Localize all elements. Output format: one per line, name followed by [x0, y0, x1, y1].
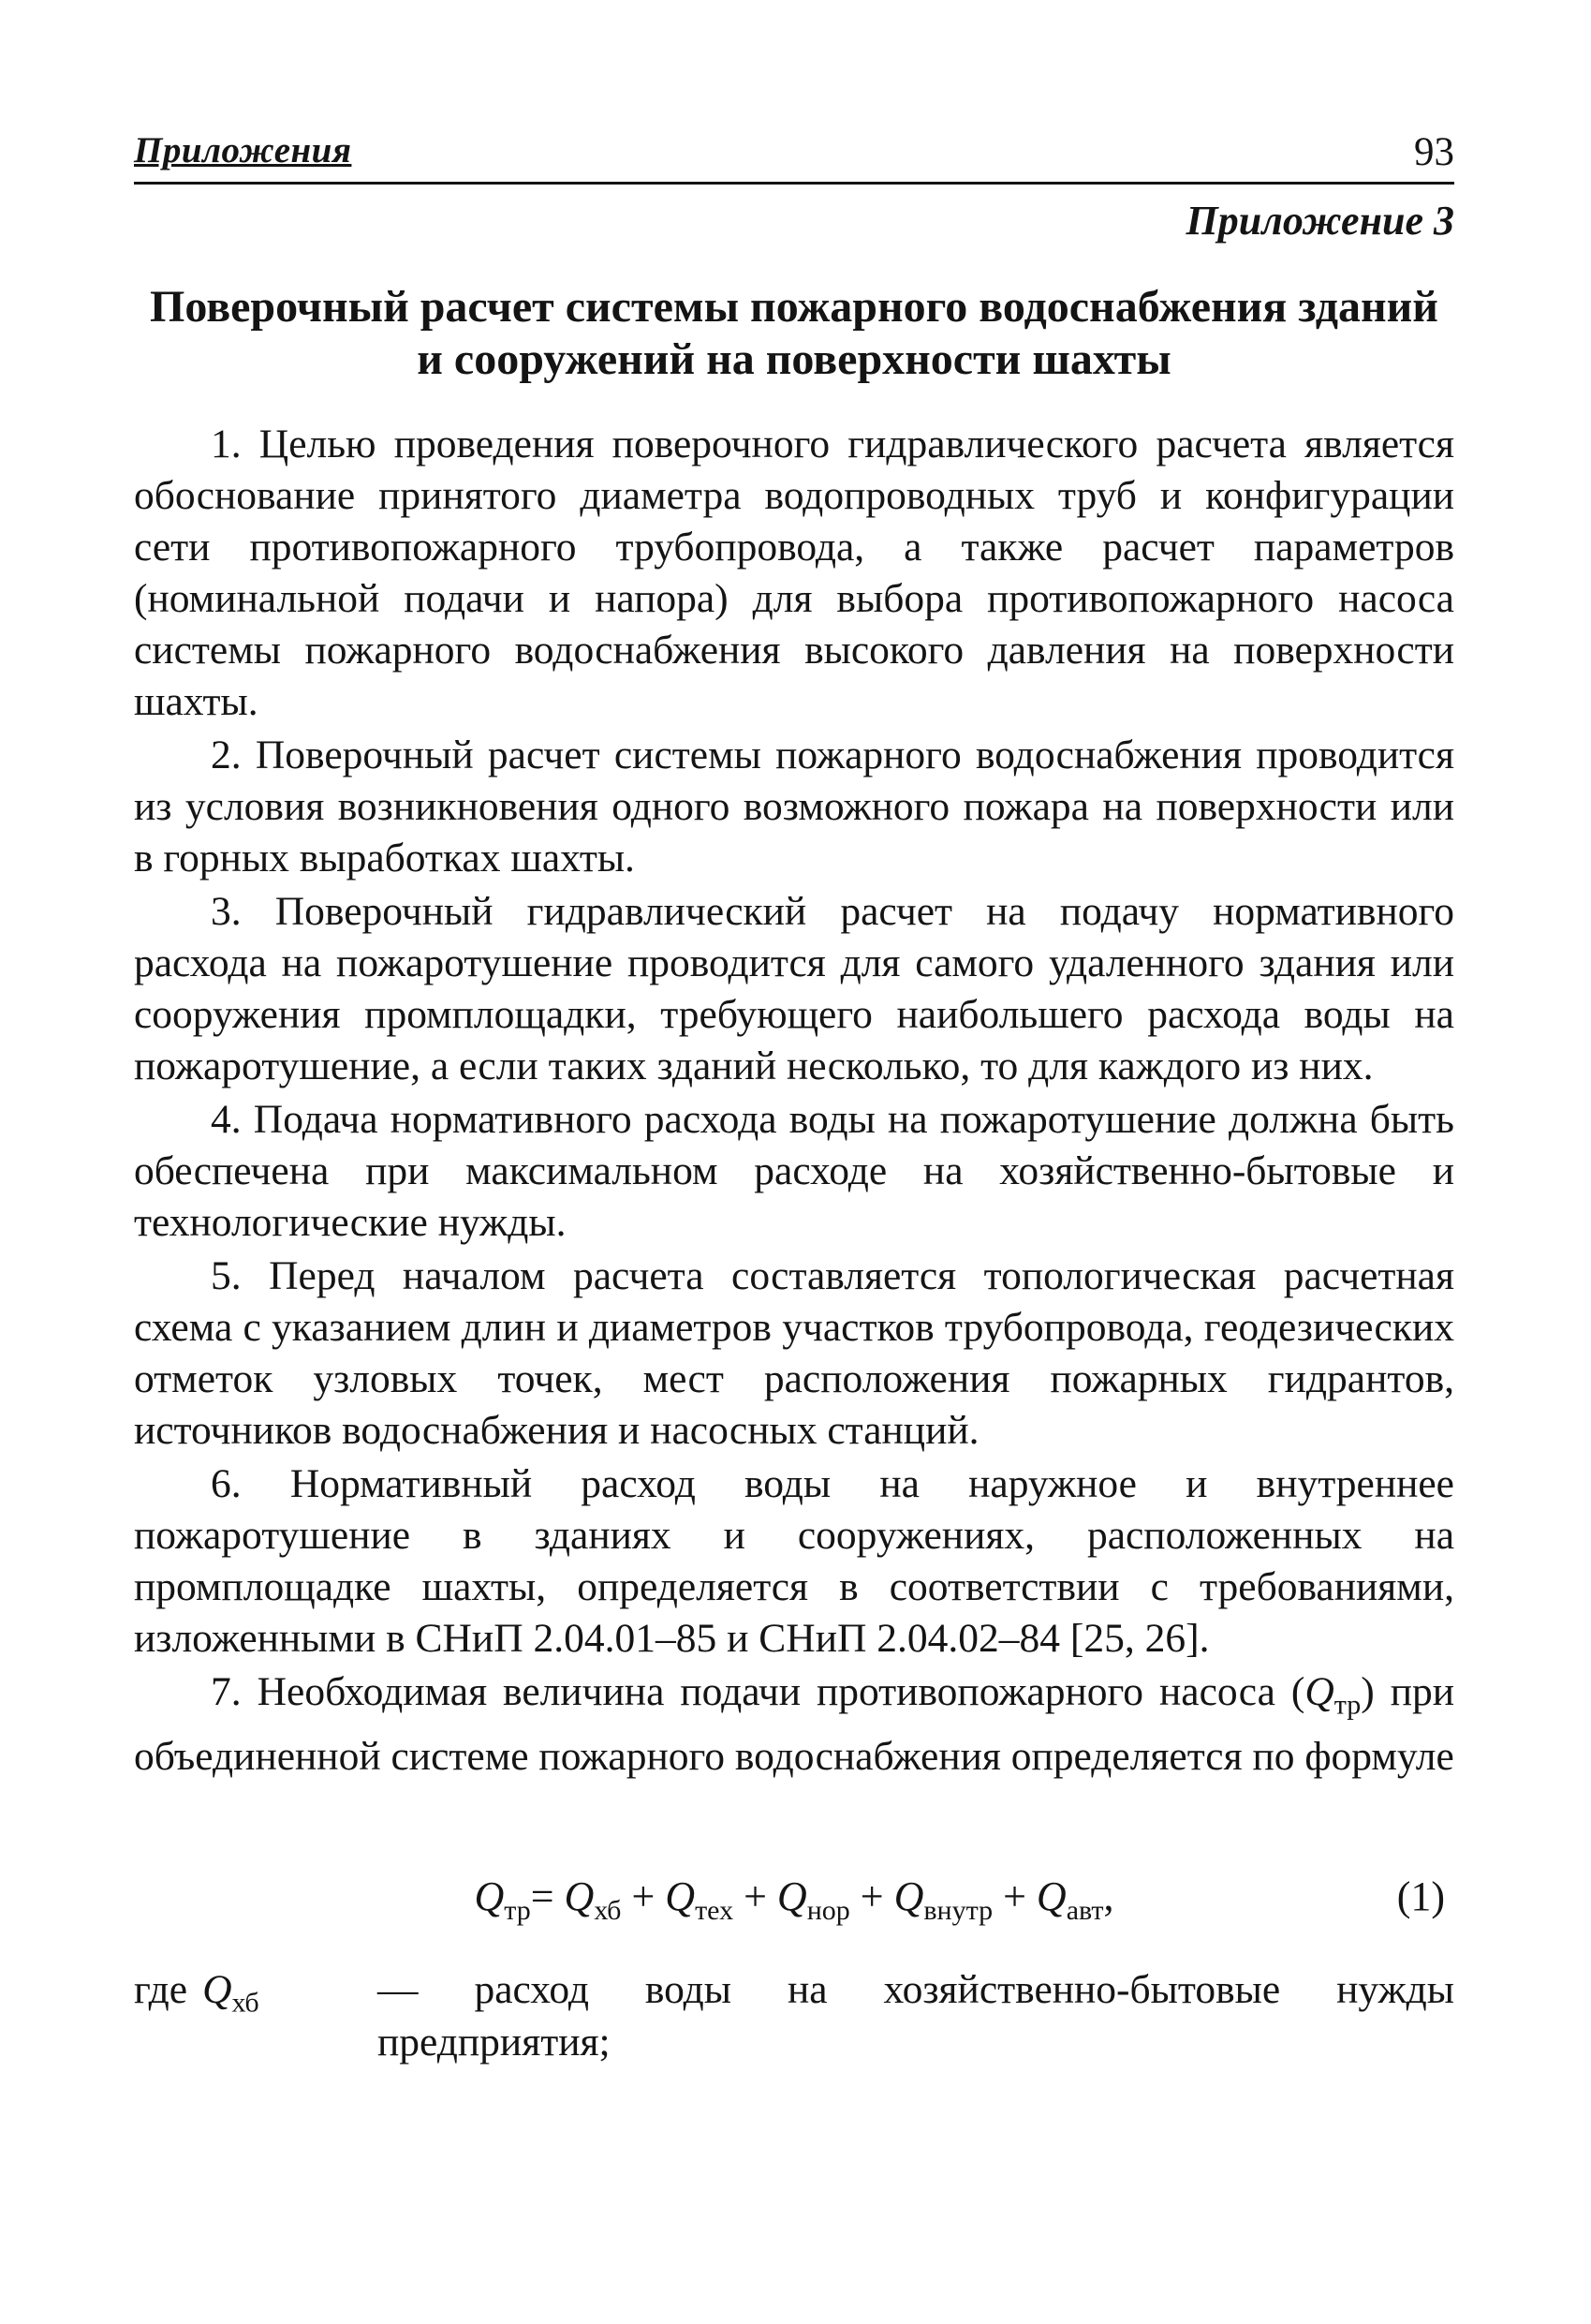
formula-1: [134, 1867, 1454, 1927]
paragraph-6: 6. Нормативный расход воды на наружное и внутреннее пожаротушение в зданиях и сооружениях, расположенных на промплощадке шахты, определяется в соответствии с требованиями, изложенными в СНиП 2.04.01–85 и СНиП 2.04.02–84 [25, 26].: [134, 1461, 1454, 1661]
formula-plus: +: [631, 1873, 656, 1919]
formula-subscript: внутр: [923, 1894, 994, 1926]
formula-symbol: Q: [776, 1873, 807, 1919]
paragraph-5: 5. Перед началом расчета составляется топологическая расчетная схема с указанием длин и диаметров участков трубопровода, геодезических отметок узловых точек, мест расположения пожарных гидрантов, источников водоснабжения и насосных станций.: [134, 1253, 1454, 1453]
formula-symbol: Q: [564, 1873, 595, 1919]
paragraph-7-tail: ) при объединенной системе пожарного водоснабжения определяется по формуле: [134, 1669, 1454, 1779]
formula-number: (1): [1396, 1873, 1445, 1919]
formula-symbol: Q: [665, 1873, 696, 1919]
formula-subscript: хб: [594, 1894, 622, 1926]
formula-plus: +: [1003, 1873, 1026, 1919]
body-text: [134, 419, 1454, 1784]
paragraph-2: 2. Поверочный расчет системы пожарного водоснабжения проводится из условия возникновения одного возможного пожара на поверхности или в горных выработках шахты.: [134, 733, 1454, 881]
formula-symbol: Q: [474, 1873, 505, 1919]
running-head: [134, 129, 1454, 185]
where-label: где: [134, 1967, 188, 2012]
paragraph-3: 3. Поверочный гидравлический расчет на подачу нормативного расхода на пожаротушение проводится для самого удаленного здания или сооружения промплощадки, требующего наибольшего расхода воды на пожаротушение, а если таких зданий несколько, то для каждого из них.: [134, 889, 1454, 1088]
formula-plus: +: [744, 1873, 767, 1919]
where-term: [134, 1963, 382, 2030]
where-subscript: хб: [231, 1987, 259, 2019]
where-symbol: Q: [202, 1967, 232, 2012]
paragraph-4: 4. Подача нормативного расхода воды на пожаротушение должна быть обеспечена при максимальном расходе на хозяйственно-бытовые и технологические нужды.: [134, 1097, 1454, 1245]
pump-flow-symbol: Q: [1304, 1669, 1334, 1714]
formula-subscript: авт: [1066, 1894, 1104, 1926]
formula-comma: ,: [1103, 1873, 1114, 1919]
heading-line-1: Поверочный расчет системы пожарного водоснабжения зданий: [150, 282, 1438, 332]
pump-flow-subscript: тр: [1333, 1689, 1362, 1721]
formula-expression: [452, 1867, 1136, 1941]
formula-subscript: нор: [806, 1894, 850, 1926]
formula-plus: +: [860, 1873, 884, 1919]
paragraph-7: [134, 1666, 1454, 1783]
formula-subscript: тр: [504, 1894, 531, 1926]
where-definition: — расход воды на хозяйственно-бытовые нужды предприятия;: [377, 1967, 1454, 2065]
paragraph-1: 1. Целью проведения поверочного гидравлического расчета является обоснование принятого диаметра водопроводных труб и конфигурации сети противопожарного трубопровода, а также расчет параметров (номинальной подачи и напора) для выбора противопожарного насоса системы пожарного водоснабжения высокого давления на поверхности шахты.: [134, 422, 1454, 724]
running-title: Приложения: [134, 130, 352, 170]
formula-subscript: тех: [695, 1894, 734, 1926]
paragraph-7-text: 7. Необходимая величина подачи противопожарного насоса (: [211, 1669, 1305, 1714]
formula-symbol: Q: [893, 1873, 924, 1919]
appendix-label: Приложение 3: [1186, 198, 1454, 244]
page-number: 93: [1414, 130, 1454, 174]
formula-equals: =: [530, 1873, 554, 1919]
formula-symbol: Q: [1036, 1873, 1067, 1919]
heading-line-2: и сооружений на поверхности шахты: [417, 334, 1171, 384]
section-heading: [134, 281, 1454, 386]
